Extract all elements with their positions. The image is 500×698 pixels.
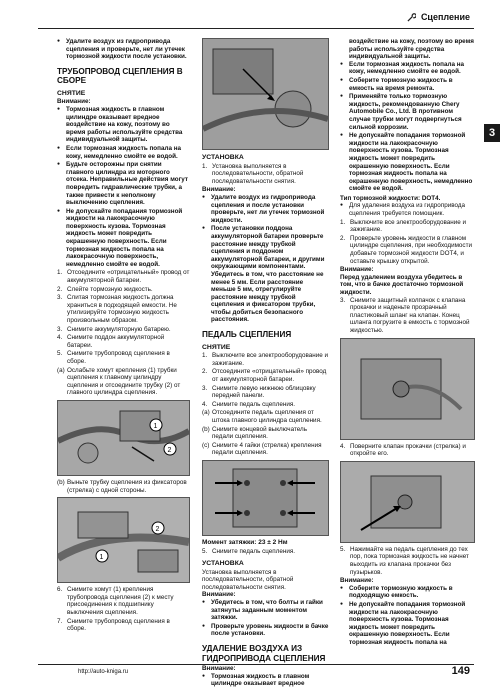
attention-text: Перед удалением воздуха убедитесь в том, что в бачке достаточно тормозной жидкости. bbox=[340, 273, 464, 296]
list-item: ● После установки поддона аккумуляторной батареи проверьте расстояние между трубкой сцепления и поддоном аккумуляторной батареи, и другими окружающими компонентами. Убедитесь в том, что расстояние не менее 5 мм. Если расстояние меньше 5 мм, отрегулируйте расстояние между трубкой сцепления и фиксатором трубки, чтобы добиться безопасного расстояния. bbox=[202, 225, 329, 324]
step bbox=[340, 297, 475, 335]
step-number: 3. bbox=[340, 296, 346, 304]
step-number: 7. bbox=[57, 617, 63, 625]
list-item: ● Если тормозная жидкость попала на кожу, немедленно смойте ее водой. bbox=[340, 61, 475, 76]
column-1 bbox=[57, 38, 190, 634]
step-number: (b) bbox=[202, 425, 210, 433]
step-number: 4. bbox=[57, 334, 63, 342]
step-text: Снимите трубопровод сцепления в сборе. bbox=[67, 350, 170, 365]
step-number: (b) bbox=[57, 478, 65, 486]
list-item: ● Тормозная жидкость в главном цилиндре оказывает вредное воздействие на кожу, поэтому во время работы используйте средства индивидуальной защиты. bbox=[57, 106, 190, 144]
step bbox=[340, 235, 475, 265]
callout-label: 2 bbox=[155, 526, 160, 534]
step-number: 6. bbox=[57, 586, 63, 594]
step bbox=[202, 442, 329, 457]
paragraph: Установка выполняется в последовательности, обратной последовательности снятия. bbox=[202, 568, 294, 591]
step bbox=[202, 409, 329, 424]
callout-label: 2 bbox=[167, 446, 172, 454]
paragraph: воздействие на кожу, поэтому во время работы используйте средства индивидуальной защиты. bbox=[349, 38, 474, 61]
list-item: ● Соберите тормозную жидкость в емкость на время ремонта. bbox=[340, 77, 475, 92]
section-heading: ПЕДАЛЬ СЦЕПЛЕНИЯ bbox=[202, 330, 292, 340]
list-item: ● Не допускайте попадания тормозной жидкости на лакокрасочную поверхность кузова. Тормозная жидкость может повредить окрашенную поверхность. Если тормозная жидкость попала на bbox=[340, 601, 475, 647]
attention-label: Внимание: bbox=[57, 98, 91, 106]
list-item: ● Удалите воздух из гидропривода сцепления и после установки проверьте, нет ли утечек тормозной жидкости. bbox=[202, 194, 329, 224]
step-number: 2. bbox=[340, 234, 346, 242]
step-number: 4. bbox=[340, 442, 346, 450]
subsection-heading: СНЯТИЕ bbox=[202, 343, 231, 351]
step-text: Снимите левую нижнюю облицовку передней панели. bbox=[212, 384, 316, 400]
list-item: ● Будьте осторожны при снятии главного цилиндра из моторного отсека. Неправильные действия могут повредить гидравлические трубки, а также привести к неполному выключению сцепления. bbox=[57, 161, 190, 207]
fluid-type: Тип тормозной жидкости: DOT4. bbox=[340, 194, 441, 202]
list-item: ● Не допускайте попадания тормозной жидкости на лакокрасочную поверхность кузова. Тормозная жидкость может повредить окрашенную поверхность. Если тормозная жидкость попала на окрашенную поверхность, немедленно смойте ее водой. bbox=[340, 132, 475, 193]
list-item: ● Проверьте уровень жидкости в бачке после установки. bbox=[202, 623, 329, 638]
step bbox=[202, 548, 329, 556]
attention-label: Внимание: bbox=[202, 665, 236, 672]
step bbox=[340, 219, 475, 234]
step-number: 1. bbox=[202, 162, 208, 170]
step-text: Снимите педаль сцепления. bbox=[212, 400, 296, 408]
step-text: Снимите хомут (1) крепления трубопровода сцепления (2) к месту присоединения к подшипнику выключения сцепления. bbox=[67, 586, 174, 616]
subsection-heading: СНЯТИЕ bbox=[57, 89, 86, 97]
subsection-heading: УСТАНОВКА bbox=[202, 154, 244, 161]
figure-pipe-clips bbox=[57, 497, 190, 583]
step-text: Выключите все электрооборудование и зажигание. bbox=[212, 352, 329, 367]
list-item: ● Тормозная жидкость в главном цилиндре оказывает вредное bbox=[202, 673, 329, 688]
step bbox=[202, 401, 329, 409]
step-number: 1. bbox=[340, 218, 346, 226]
step bbox=[57, 286, 190, 294]
step-number: 2. bbox=[57, 285, 63, 293]
step bbox=[57, 367, 190, 397]
step bbox=[202, 352, 329, 367]
step-text: Отсоедините «отрицательный» провод от аккумуляторной батареи. bbox=[67, 269, 190, 285]
figure-pedal-nuts bbox=[202, 460, 329, 536]
list-item: ● Соберите тормозную жидкость в подходящую емкость. bbox=[340, 585, 475, 600]
step-number: (c) bbox=[202, 441, 210, 449]
step-text: Снимите педаль сцепления. bbox=[212, 548, 296, 556]
step-number: 4. bbox=[202, 400, 208, 408]
step-text: Выключите все электрооборудование и зажигание. bbox=[350, 218, 467, 234]
list-item: ● Убедитесь в том, что болты и гайки затянуты заданным моментом затяжки. bbox=[202, 599, 329, 622]
step bbox=[202, 368, 329, 383]
figure-engine-bay bbox=[202, 38, 329, 150]
step bbox=[202, 385, 329, 400]
step-text: Установка выполняется в последовательности, обратной последовательности снятия. bbox=[212, 162, 304, 185]
attention-label: Внимание: bbox=[340, 577, 374, 585]
section-heading: ТРУБОПРОВОД СЦЕПЛЕНИЯ В СБОРЕ bbox=[57, 66, 183, 86]
figure-bleed-valve bbox=[340, 338, 475, 440]
step-number: 3. bbox=[57, 325, 63, 333]
column-3 bbox=[340, 38, 475, 647]
step bbox=[202, 426, 329, 441]
step-number: 5. bbox=[202, 548, 208, 556]
chapter-tab: 3 bbox=[484, 124, 500, 142]
step bbox=[57, 479, 190, 494]
step bbox=[57, 269, 190, 284]
figure-bleed-valve-open bbox=[340, 461, 475, 543]
step bbox=[340, 546, 475, 576]
section-title: Сцепление bbox=[420, 12, 470, 22]
step bbox=[57, 350, 190, 365]
step bbox=[202, 163, 329, 186]
step bbox=[57, 294, 190, 324]
step-text: Отсоедините «отрицательный» провод от аккумуляторной батареи. bbox=[212, 368, 327, 383]
step-number: 3. bbox=[202, 384, 208, 392]
step-text: Выньте трубку сцепления из фиксаторов (стрелка) с одной стороны. bbox=[67, 478, 187, 494]
step-text: Ослабьте хомут крепления (1) трубки сцепления к главному цилиндру сцепления и отсоедините трубку (2) от главного цилиндра сцепления. bbox=[67, 366, 181, 397]
attention-label: Внимание: bbox=[202, 591, 236, 599]
step bbox=[340, 443, 475, 458]
callout-label: 1 bbox=[153, 422, 158, 430]
step-number: 5. bbox=[57, 350, 63, 358]
step-text: Снимите трубопровод сцепления в сборе. bbox=[67, 617, 170, 633]
torque-spec: Момент затяжки: 23 ± 2 Нм bbox=[202, 538, 288, 546]
attention-label: Внимание: bbox=[340, 266, 374, 274]
step-text: Нажимайте на педаль сцепления до тех пор, пока тормозная жидкость не начнет выходить из клапана прокачки без пузырьков. bbox=[350, 545, 469, 576]
step bbox=[57, 586, 190, 616]
step-number: 2. bbox=[202, 368, 208, 376]
step-text: Поверните клапан прокачки (стрелка) и откройте его. bbox=[350, 442, 466, 458]
list-item: ● Удалите воздух из гидропривода сцепления и проверьте, нет ли утечек тормозной жидкости после установки. bbox=[57, 38, 190, 61]
step bbox=[57, 618, 190, 633]
step-text: Снимите аккумуляторную батарею. bbox=[67, 325, 171, 333]
step-number: 3. bbox=[57, 294, 63, 302]
step-number: 5. bbox=[340, 545, 346, 553]
page-header bbox=[38, 12, 474, 29]
callout-label: 1 bbox=[99, 554, 104, 562]
list-item: ● Для удаления воздуха из гидропривода сцепления требуется помощник. bbox=[340, 202, 475, 217]
subsection-heading: УСТАНОВКА bbox=[202, 560, 244, 568]
step-text: Слитая тормозная жидкость должна храниться в подходящей емкости. Не утилизируйте тормозную жидкость произвольным образом. bbox=[67, 294, 177, 324]
step-text: Слейте тормозную жидкость. bbox=[67, 285, 153, 293]
step-text: Снимите 4 гайки (стрелка) крепления педали сцепления. bbox=[212, 441, 322, 457]
step bbox=[57, 326, 190, 334]
step-text: Отсоедините педаль сцепления от штока главного цилиндра сцепления. bbox=[212, 409, 322, 424]
page-footer bbox=[38, 664, 474, 679]
attention-label: Внимание: bbox=[202, 186, 236, 194]
step-text: Проверьте уровень жидкости в главном цилиндре сцепления, при необходимости добавьте тормозной жидкости DOT4, и оставьте крышку открытой. bbox=[350, 234, 472, 265]
list-item: ● Применяйте только тормозную жидкость, рекомендованную Chery Automobile Co., Ltd. В противном случае трубки могут подвергнуться сильной коррозии. bbox=[340, 93, 475, 131]
step-text: Снимите защитный колпачок с клапана прокачки и наденьте прозрачный пластиковый шланг на клапан. Конец шланга погрузите в емкость с тормозной жидкостью. bbox=[350, 296, 470, 334]
step-number: (a) bbox=[202, 409, 210, 417]
section-heading: УДАЛЕНИЕ ВОЗДУХА ИЗ ГИДРОПРИВОДА СЦЕПЛЕНИЯ bbox=[202, 644, 326, 663]
list-item: ● Не допускайте попадания тормозной жидкости на лакокрасочную поверхность кузова. Тормозная жидкость может повредить окрашенную поверхность. Если тормозная жидкость попала на лакокрасочную поверхность, немедленно смойте ее водой. bbox=[57, 208, 190, 269]
step-number: (a) bbox=[57, 366, 65, 374]
page-number: 149 bbox=[451, 665, 470, 677]
wrench-icon bbox=[407, 13, 416, 22]
step-text: Снимите концевой выключатель педали сцепления. bbox=[212, 425, 308, 441]
column-2 bbox=[202, 38, 329, 689]
step-text: Снимите поддон аккумуляторной батареи. bbox=[67, 334, 165, 349]
figure-clutch-pipe bbox=[57, 400, 190, 476]
step bbox=[57, 334, 190, 349]
list-item: ● Если тормозная жидкость попала на кожу, немедленно смойте ее водой. bbox=[57, 145, 190, 160]
step-number: 1. bbox=[202, 352, 208, 360]
step-number: 1. bbox=[57, 269, 63, 277]
footer-link[interactable]: http://auto-kniga.ru bbox=[78, 669, 129, 675]
